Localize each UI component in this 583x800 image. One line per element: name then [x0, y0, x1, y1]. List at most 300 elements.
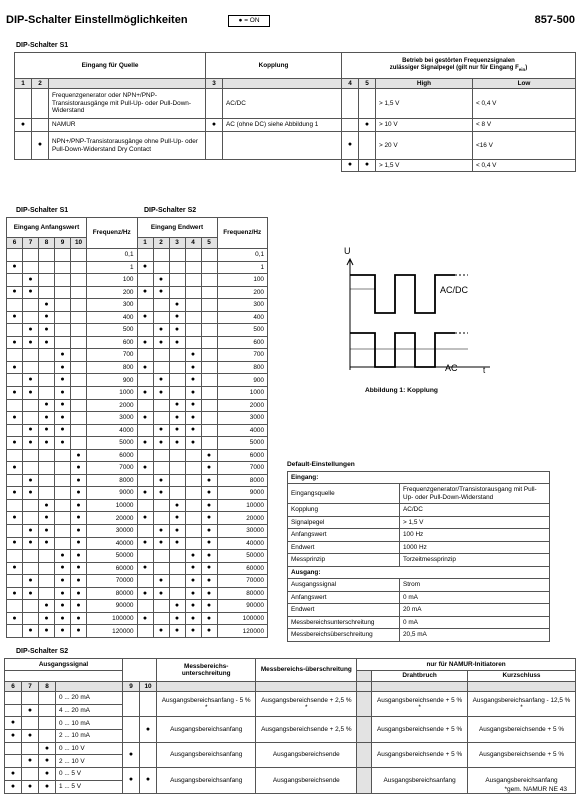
cell [71, 274, 87, 287]
dot-icon: ● [201, 600, 217, 613]
sw-col: 2 [153, 238, 169, 249]
dot-icon: ● [185, 550, 201, 563]
cell [185, 286, 201, 299]
dot-icon: ● [201, 612, 217, 625]
dot-icon: ● [140, 768, 157, 793]
dot-icon: ● [140, 717, 157, 742]
freq-value: 60000 [217, 562, 268, 575]
freq-value: 20000 [87, 512, 138, 525]
dot-icon: ● [23, 274, 39, 287]
axis-u: U [344, 246, 351, 256]
dot-icon: ● [169, 499, 185, 512]
dot-icon: ● [169, 324, 185, 337]
dot-icon: ● [153, 537, 169, 550]
dot-icon: ● [201, 499, 217, 512]
freq-value: 5000 [217, 437, 268, 450]
cell [23, 299, 39, 312]
cell [153, 412, 169, 425]
cell [55, 499, 71, 512]
dot-icon: ● [201, 512, 217, 525]
dot-icon: ● [201, 487, 217, 500]
defaults-row [288, 484, 550, 504]
sw-col: 4 [185, 238, 201, 249]
cell [71, 387, 87, 400]
dot-icon: ● [169, 412, 185, 425]
cell [169, 449, 185, 462]
freq-row [7, 311, 268, 324]
s2-signal: 0 ... 5 V [56, 768, 123, 781]
dot-icon: ● [39, 336, 55, 349]
defaults-value: 0 mA [400, 616, 550, 629]
cell [71, 412, 87, 425]
cell [55, 286, 71, 299]
dot-icon: ● [137, 562, 153, 575]
dot-icon: ● [32, 132, 49, 160]
cell [140, 742, 157, 767]
cell [23, 412, 39, 425]
freq-value: 400 [87, 311, 138, 324]
cell [71, 249, 87, 262]
defaults-key: Eingangsquelle [288, 484, 400, 504]
cell [7, 499, 23, 512]
cell [137, 274, 153, 287]
freq-row [7, 499, 268, 512]
dot-icon: ● [185, 600, 201, 613]
freq-head-anfang: Eingang Anfangswert [7, 218, 87, 238]
cell [5, 742, 22, 755]
dot-icon: ● [23, 587, 39, 600]
dot-icon: ● [137, 612, 153, 625]
s2-ueber: Ausgangsbereichsende + 2,5 % [256, 717, 357, 742]
s1-low-head: Low [473, 79, 576, 89]
cell [71, 374, 87, 387]
cell [55, 487, 71, 500]
cell [71, 261, 87, 274]
freq-row [7, 336, 268, 349]
dot-icon: ● [153, 374, 169, 387]
cell [39, 562, 55, 575]
cell [185, 261, 201, 274]
dot-icon: ● [137, 487, 153, 500]
s2-head-ausgang: Ausgangssignal [5, 659, 123, 671]
s2-ueber: Ausgangsbereichsende [256, 768, 357, 793]
s1-source-2: NAMUR [49, 119, 206, 132]
dot-icon: ● [185, 625, 201, 638]
sw-col: 10 [71, 238, 87, 249]
cell [23, 600, 39, 613]
cell [153, 512, 169, 525]
cell [201, 286, 217, 299]
cell [55, 512, 71, 525]
s2-head-kurz: Kurzschluss [467, 671, 575, 682]
dot-icon: ● [153, 474, 169, 487]
dot-icon: ● [23, 336, 39, 349]
cell [137, 449, 153, 462]
dot-icon: ● [39, 437, 55, 450]
freq-row [7, 537, 268, 550]
cell [39, 692, 56, 705]
dot-icon: ● [39, 324, 55, 337]
cell [201, 374, 217, 387]
freq-value: 9000 [87, 487, 138, 500]
s2-unter: Ausgangsbereichsanfang [157, 742, 256, 767]
cell [357, 742, 372, 767]
cell [201, 299, 217, 312]
freq-value: 6000 [217, 449, 268, 462]
dot-icon: ● [7, 286, 23, 299]
dot-icon: ● [201, 474, 217, 487]
cell [201, 387, 217, 400]
freq-value: 6000 [87, 449, 138, 462]
cell [185, 474, 201, 487]
cell [7, 525, 23, 538]
cell [169, 387, 185, 400]
freq-value: 8000 [217, 474, 268, 487]
cell [23, 261, 39, 274]
cell [55, 261, 71, 274]
freq-row [7, 387, 268, 400]
cell [7, 474, 23, 487]
dot-icon: ● [169, 399, 185, 412]
cell [55, 449, 71, 462]
cell [169, 261, 185, 274]
s1-head-eingang: Eingang für Quelle [15, 53, 206, 79]
dot-icon: ● [15, 119, 32, 132]
defaults-row [288, 604, 550, 617]
s2-table: Ausgangssignal Messbereichs-unterschreitung Messbereichs-überschreitung nur für NAMUR-Initiatoren Drahtbruch Kurzschluss 6 7 8 9 10 0 ... 20 mA Ausgangsbereichsanfang - 5 % * Ausgangsbereichsende + 2,5 % * Ausgangsbereichsende + 5 % * Ausgangsbereichsanfang - 12,5 % * ● 4 ... 20 mA ● 0 ... 10 mA ● Ausgangsbereichsanfang Ausgangsbereichsende + 2,5 % Ausgangsbereichsende + 5 % Ausgangsbereichsende + 5 % ● ● 2 ... 10 mA ● 0 ... 10 V ● Ausgangsbereichsanfang Ausgangsbereichsende Ausgangsbereichsende + 5 % Ausgangsbereichsende + 5 % ● ● 2 ... 10 V ● ● 0 ... 5 V ● ● Ausgangsbereichsanfang Ausgangsbereichsende Ausgangsbereichsanfang Ausgangsbereichsanfang ● ● ● 1 ... 5 V [4, 658, 576, 794]
defaults-key: Ausgangssignal [288, 578, 400, 591]
cell [185, 336, 201, 349]
dot-icon: ● [137, 537, 153, 550]
dot-icon: ● [22, 780, 39, 793]
freq-value: 0,1 [217, 249, 268, 262]
defaults-section-out: Ausgang: [288, 566, 550, 578]
dot-icon: ● [137, 361, 153, 374]
freq-row [7, 286, 268, 299]
dot-icon: ● [23, 575, 39, 588]
cell [23, 449, 39, 462]
cell [23, 311, 39, 324]
s2-row [5, 768, 576, 781]
defaults-key: Endwert [288, 541, 400, 554]
cell [55, 525, 71, 538]
dot-icon: ● [169, 437, 185, 450]
dot-icon: ● [153, 625, 169, 638]
cell [39, 487, 55, 500]
s1-sw4: 4 [342, 79, 359, 89]
s2-kurz: Ausgangsbereichsende + 5 % [467, 742, 575, 767]
s2-kurz: Ausgangsbereichsanfang - 12,5 % * [467, 692, 575, 717]
cell [169, 587, 185, 600]
dot-icon: ● [39, 499, 55, 512]
dot-icon: ● [71, 600, 87, 613]
cell [5, 692, 22, 705]
cell [39, 249, 55, 262]
dot-icon: ● [55, 562, 71, 575]
freq-value: 2000 [87, 399, 138, 412]
dot-icon: ● [5, 780, 22, 793]
defaults-row [288, 504, 550, 517]
s2-draht: Ausgangsbereichsende + 5 % [372, 717, 468, 742]
cell [22, 742, 39, 755]
s2-draht: Ausgangsbereichsende + 5 % [372, 742, 468, 767]
dot-icon: ● [39, 625, 55, 638]
dot-icon: ● [201, 587, 217, 600]
defaults-value: > 1,5 V [400, 516, 550, 529]
dot-icon: ● [71, 462, 87, 475]
defaults-value: 0 mA [400, 591, 550, 604]
freq-value: 90000 [87, 600, 138, 613]
cell [71, 361, 87, 374]
dot-icon: ● [153, 487, 169, 500]
cell [185, 512, 201, 525]
freq-value: 400 [217, 311, 268, 324]
cell [357, 692, 372, 717]
cell [185, 525, 201, 538]
defaults-row [288, 591, 550, 604]
dot-icon: ● [238, 17, 245, 24]
dot-icon: ● [71, 512, 87, 525]
freq-head-hz-1: Frequenz/Hz [87, 218, 138, 249]
cell [55, 537, 71, 550]
freq-value: 7000 [87, 462, 138, 475]
s1-source-3: NPN+/PNP-Transistorausgänge ohne Pull-Up- oder Pull-Down-Widerstand Dry Contact [49, 132, 206, 160]
freq-value: 40000 [87, 537, 138, 550]
defaults-key: Messbereichsunterschreitung [288, 616, 400, 629]
product-code: 857-500 [534, 14, 575, 26]
dot-icon: ● [137, 412, 153, 425]
dot-icon: ● [71, 562, 87, 575]
cell [39, 274, 55, 287]
cell [169, 575, 185, 588]
cell [201, 437, 217, 450]
label-ac: AC [445, 363, 458, 373]
s2-kurz: Ausgangsbereichsende + 5 % [467, 717, 575, 742]
dot-icon: ● [169, 537, 185, 550]
freq-value: 3000 [217, 412, 268, 425]
cell [137, 424, 153, 437]
cell [7, 550, 23, 563]
cell [201, 261, 217, 274]
s2-ueber: Ausgangsbereichsende + 2,5 % * [256, 692, 357, 717]
cell [140, 692, 157, 717]
dot-icon: ● [71, 499, 87, 512]
dot-icon: ● [201, 562, 217, 575]
cell [39, 449, 55, 462]
dot-icon: ● [22, 755, 39, 768]
cell [201, 412, 217, 425]
freq-row [7, 512, 268, 525]
cell [153, 449, 169, 462]
cell [55, 299, 71, 312]
cell [137, 299, 153, 312]
freq-value: 8000 [87, 474, 138, 487]
dot-icon: ● [39, 755, 56, 768]
dot-icon: ● [201, 625, 217, 638]
dot-icon: ● [71, 449, 87, 462]
freq-value: 0,1 [87, 249, 138, 262]
dot-icon: ● [7, 361, 23, 374]
cell [185, 299, 201, 312]
dot-icon: ● [201, 462, 217, 475]
cell [201, 336, 217, 349]
dot-icon: ● [137, 387, 153, 400]
dot-icon: ● [22, 704, 39, 717]
dot-icon: ● [169, 625, 185, 638]
dot-icon: ● [23, 374, 39, 387]
freq-value: 50000 [87, 550, 138, 563]
dot-icon: ● [201, 537, 217, 550]
cell [137, 550, 153, 563]
cell [357, 717, 372, 742]
cell [23, 562, 39, 575]
cell [153, 399, 169, 412]
dot-icon: ● [7, 387, 23, 400]
ac-wave [350, 333, 455, 367]
s1-low-1: < 0,4 V [473, 89, 576, 119]
freq-row [7, 274, 268, 287]
defaults-key: Messprinzip [288, 554, 400, 567]
freq-value: 200 [87, 286, 138, 299]
s1-source-1: Frequenzgenerator oder NPN+/PNP-Transistorausgänge mit Pull-Up- oder Pull-Down-Widerstand [49, 89, 206, 119]
cell [137, 600, 153, 613]
freq-value: 20000 [217, 512, 268, 525]
dot-icon: ● [206, 119, 223, 132]
dot-icon: ● [137, 512, 153, 525]
dot-icon: ● [7, 462, 23, 475]
defaults-row [288, 516, 550, 529]
dot-icon: ● [39, 600, 55, 613]
s1-table: Eingang für Quelle Kopplung Betrieb bei gestörten Frequenzsignalen zulässiger Signalpegel (gilt nur für Eingang $F_{ein}$) 1 2 3 4 5 High Low Frequenzgenerator oder NPN+/PNP-Transistorausgänge mit Pull-Up- oder Pull-Down-Widerstand AC/DC > 1,5 V < 0,4 V ● NAMUR ● AC (ohne DC) siehe Abbildung 1 ● > 10 V < 8 V ● NPN+/PNP-Transistorausgänge ohne Pull-Up- oder Pull-Down-Widerstand Dry Contact ● > 20 V <16 V ● ● > 1,5 V < 0,4 V [14, 52, 576, 172]
freq-row [7, 562, 268, 575]
dot-icon: ● [39, 768, 56, 781]
cell [55, 274, 71, 287]
freq-row [7, 361, 268, 374]
dot-icon: ● [71, 537, 87, 550]
defaults-value: Strom [400, 578, 550, 591]
cell [137, 349, 153, 362]
dot-icon: ● [153, 387, 169, 400]
cell [185, 537, 201, 550]
sw-col: 8 [39, 238, 55, 249]
cell [185, 274, 201, 287]
dot-icon: ● [55, 374, 71, 387]
cell [39, 286, 55, 299]
freq-row [7, 462, 268, 475]
dot-icon: ● [185, 361, 201, 374]
cell [137, 499, 153, 512]
freq-value: 100000 [87, 612, 138, 625]
s2-row [5, 717, 576, 730]
label-acdc: AC/DC [440, 285, 469, 295]
dot-icon: ● [153, 575, 169, 588]
dot-icon: ● [169, 612, 185, 625]
dot-icon: ● [153, 336, 169, 349]
cell [23, 249, 39, 262]
cell [22, 692, 39, 705]
cell [201, 349, 217, 362]
cell [201, 311, 217, 324]
defaults-key: Signalpegel [288, 516, 400, 529]
cell [39, 462, 55, 475]
cell [169, 286, 185, 299]
dot-icon: ● [169, 336, 185, 349]
cell [7, 399, 23, 412]
dot-icon: ● [39, 742, 56, 755]
cell [7, 600, 23, 613]
freq-row [7, 474, 268, 487]
cell [22, 768, 39, 781]
freq-value: 60000 [87, 562, 138, 575]
cell [153, 462, 169, 475]
s1-sw3: 3 [206, 79, 223, 89]
cell [7, 449, 23, 462]
dot-icon: ● [39, 412, 55, 425]
cell [71, 299, 87, 312]
freq-row [7, 625, 268, 638]
cell [23, 550, 39, 563]
dot-icon: ● [185, 587, 201, 600]
s2-signal: 0 ... 10 V [56, 742, 123, 755]
dot-icon: ● [23, 286, 39, 299]
dot-icon: ● [55, 550, 71, 563]
cell [153, 562, 169, 575]
cell [23, 361, 39, 374]
defaults-value: 20,5 mA [400, 629, 550, 642]
cell [39, 704, 56, 717]
cell [123, 692, 140, 717]
dot-icon: ● [7, 311, 23, 324]
cell [137, 374, 153, 387]
s2-signal: 1 ... 5 V [56, 780, 123, 793]
cell [137, 249, 153, 262]
freq-value: 40000 [217, 537, 268, 550]
dot-icon: ● [55, 612, 71, 625]
s2-signal: 2 ... 10 V [56, 755, 123, 768]
freq-row [7, 612, 268, 625]
s1-low-2: < 8 V [473, 119, 576, 132]
s1-label: DIP-Schalter S1 [16, 42, 69, 49]
dot-icon: ● [7, 437, 23, 450]
freq-value: 1000 [87, 387, 138, 400]
cell [7, 349, 23, 362]
freq-value: 30000 [87, 525, 138, 538]
cell [23, 612, 39, 625]
s1-low-4: < 0,4 V [473, 160, 576, 172]
dot-icon: ● [169, 525, 185, 538]
cell [169, 474, 185, 487]
freq-row [7, 550, 268, 563]
cell [7, 274, 23, 287]
cell [201, 249, 217, 262]
dot-icon: ● [137, 587, 153, 600]
cell [201, 324, 217, 337]
defaults-value: 100 Hz [400, 529, 550, 542]
freq-row [7, 299, 268, 312]
s2-unter: Ausgangsbereichsanfang [157, 768, 256, 793]
freq-value: 10000 [217, 499, 268, 512]
s1-high-4: > 1,5 V [376, 160, 473, 172]
defaults-value: AC/DC [400, 504, 550, 517]
cell [71, 311, 87, 324]
axis-t: t [483, 366, 486, 375]
cell [7, 299, 23, 312]
freq-value: 1 [217, 261, 268, 274]
s2-ueber: Ausgangsbereichsende [256, 742, 357, 767]
dot-icon: ● [169, 512, 185, 525]
freq-value: 900 [217, 374, 268, 387]
freq-value: 50000 [217, 550, 268, 563]
